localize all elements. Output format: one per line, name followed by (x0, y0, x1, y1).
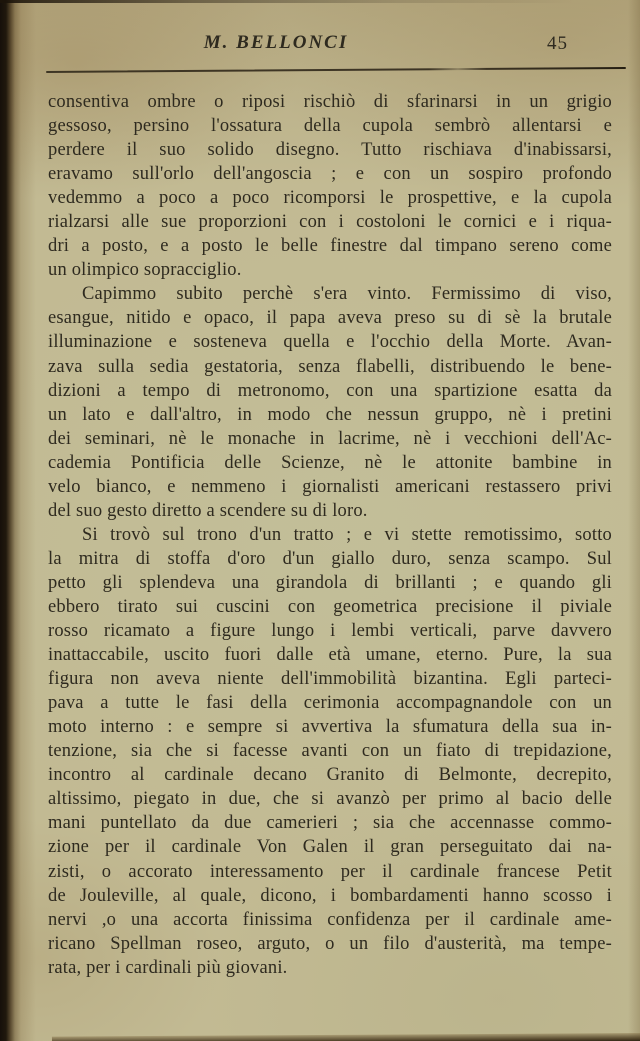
page-body (48, 90, 612, 980)
text-line: incontro al cardinale decano Granito di Belmonte, decrepito, (48, 765, 612, 786)
text-line: dizioni a tempo di metronomo, con una spartizione esatta da (48, 380, 612, 401)
running-title: M. BELLONCI (203, 32, 349, 53)
text-line: figura non aveva niente dell'immobilità bizantina. Egli parteci- (48, 669, 612, 690)
text-line: pava a tutte le fasi della cerimonia accompagnandole con un (48, 693, 612, 714)
text-line: dri a posto, e a posto le belle finestre dal timpano sereno come (48, 236, 612, 257)
text-line: nervi ,o una accorta finissima confidenza per il cardinale ame- (48, 909, 612, 930)
text-line: consentiva ombre o riposi rischiò di sfarinarsi in un grigio (48, 92, 612, 112)
text-line: rata, per i cardinali più giovani. (48, 957, 288, 978)
text-line: Capimmo subito perchè s'era vinto. Fermissimo di viso, (82, 284, 612, 305)
text-line: la mitra di stoffa d'oro d'un giallo duro, senza scampo. Sul (48, 548, 612, 569)
text-line: del suo gesto diretto a scendere su di loro. (48, 500, 368, 521)
page-right-edge-shadow (628, 0, 640, 1041)
text-line: ebbero tirato sui cuscini con geometrica precisione il piviale (48, 596, 612, 617)
text-line: esangue, nitido e opaco, il papa aveva preso su di sè la brutale (48, 308, 612, 329)
header-rule (46, 67, 626, 73)
text-line: inattaccabile, uscito fuori dalle età umane, eterno. Pure, la sua (48, 645, 612, 666)
text-line: zisti, o accorato interessamento per il cardinale francese Petit (48, 861, 612, 882)
text-line: Si trovò sul trono d'un tratto ; e vi stette remotissimo, sotto (82, 524, 612, 545)
text-line: rosso ricamato a figure lungo i lembi verticali, parve davvero (48, 621, 612, 642)
text-line: mani puntellato da due camerieri ; sia che accennasse commo- (48, 813, 612, 834)
page-top-edge-shadow (0, 0, 640, 3)
text-line: zava sulla sedia gestatoria, senza flabelli, distribuendo le bene- (48, 356, 612, 377)
text-line: gessoso, persino l'ossatura della cupola sembrò allentarsi e (48, 116, 612, 137)
text-line: velo bianco, e nemmeno i giornalisti americani restassero privi (48, 476, 612, 497)
page-bottom-edge-shadow (52, 1033, 640, 1041)
text-line: vedemmo a poco a poco ricomporsi le prospettive, e la cupola (48, 188, 612, 209)
text-line: altissimo, piegato in due, che si avanzò per primo al bacio delle (48, 789, 612, 810)
text-line: perdere il suo solido disegno. Tutto rischiava d'inabissarsi, (48, 140, 612, 161)
text-line: petto gli splendeva una girandola di brillanti ; e quando gli (48, 572, 612, 593)
text-line: ricano Spellman roseo, arguto, o un filo d'austerità, ma tempe- (48, 933, 612, 954)
text-line: tenzione, sia che si facesse avanti con un fiato di trepidazione, (48, 741, 612, 762)
text-line: dei seminari, nè le monache in lacrime, nè i vecchioni dell'Ac- (48, 428, 612, 449)
text-line: moto interno : e sempre si avvertiva la sfumatura della sua in- (48, 717, 612, 738)
text-line: un olimpico sopracciglio. (48, 260, 242, 281)
text-line: de Jouleville, al quale, dicono, i bombardamenti hanno scosso i (48, 885, 612, 906)
text-line: rialzarsi alle sue proporzioni con i costoloni le cornici e i riqua- (48, 212, 612, 233)
text-line: eravamo sull'orlo dell'angoscia ; e con un sospiro profondo (48, 164, 612, 185)
text-line: zione per il cardinale Von Galen il gran perseguitato dai na- (48, 837, 612, 858)
text-line: un lato e dall'altro, in modo che nessun gruppo, nè i pretini (48, 404, 612, 425)
page-number: 45 (547, 33, 568, 54)
text-line: illuminazione e sosteneva quella e l'occhio della Morte. Avan- (48, 332, 612, 353)
page-gutter-shadow (0, 0, 36, 1041)
text-line: cademia Pontificia delle Scienze, nè le attonite bambine in (48, 452, 612, 473)
